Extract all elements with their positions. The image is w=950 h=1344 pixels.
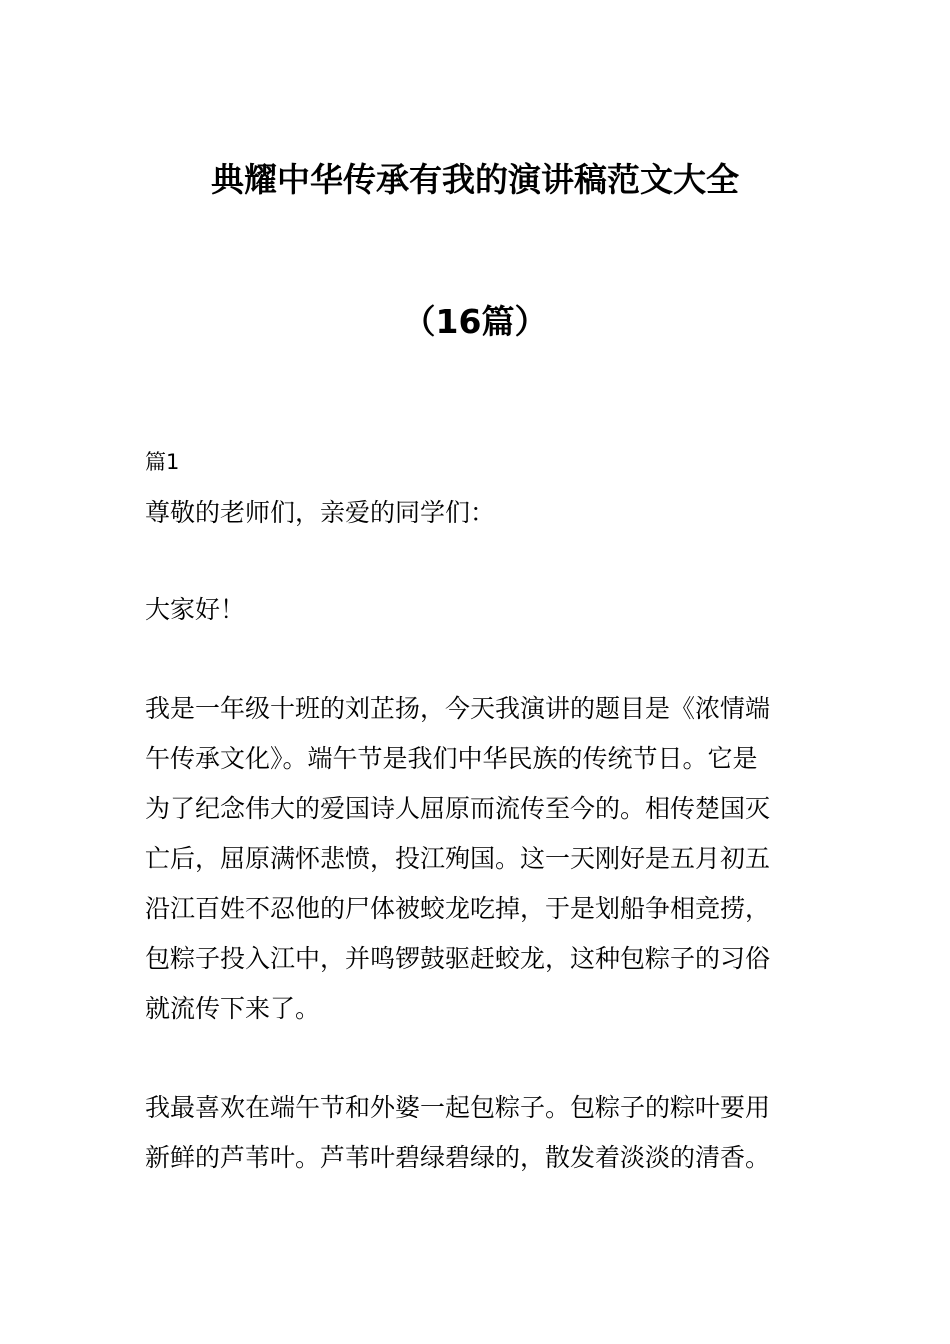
- paragraph-1: [145, 684, 815, 1034]
- paragraph-line: 午传承文化》。端午节是我们中华民族的传统节日。它是: [145, 744, 758, 773]
- paragraph-line: 为了纪念伟大的爱国诗人屈原而流传至今的。相传楚国灭: [145, 794, 771, 823]
- paragraph-line: 亡后，屈原满怀悲愤，投江殉国。这一天刚好是五月初五: [145, 844, 771, 873]
- section-label: 篇1: [145, 450, 180, 474]
- paragraph-line: 我最喜欢在端午节和外婆一起包粽子。包粽子的粽叶要用: [145, 1093, 771, 1122]
- paragraph-2: [145, 1083, 815, 1183]
- paragraph-line: 包粽子投入江中，并鸣锣鼓驱赶蛟龙，这种包粽子的习俗: [145, 944, 771, 973]
- paragraph-line: 新鲜的芦苇叶。芦苇叶碧绿碧绿的，散发着淡淡的清香。: [145, 1143, 771, 1172]
- paragraph-line: 沿江百姓不忍他的尸体被蛟龙吃掉，于是划船争相竞捞，: [145, 894, 771, 923]
- paragraph-line: 我是一年级十班的刘芷扬，今天我演讲的题目是《浓情端: [145, 694, 771, 723]
- salutation-line: 尊敬的老师们，亲爱的同学们：: [145, 498, 496, 527]
- paragraph-line: 就流传下来了。: [145, 994, 321, 1023]
- document-title: 典耀中华传承有我的演讲稿范文大全: [211, 160, 739, 199]
- greeting-line: 大家好！: [145, 595, 246, 624]
- document-subtitle: （16篇）: [402, 302, 548, 341]
